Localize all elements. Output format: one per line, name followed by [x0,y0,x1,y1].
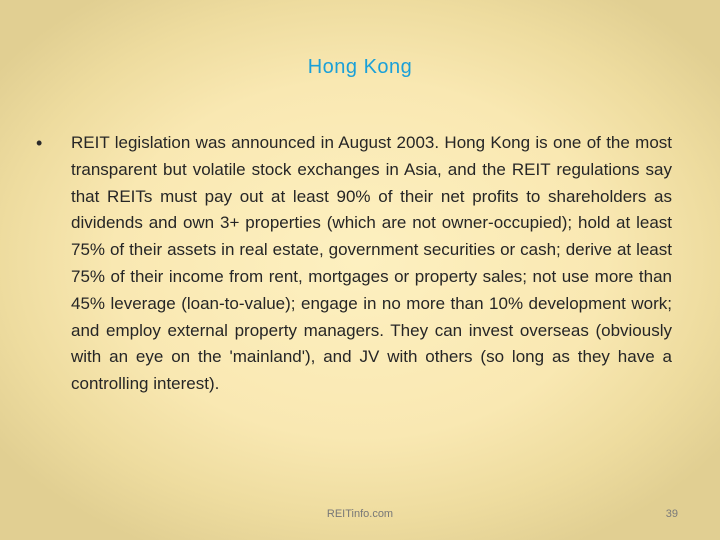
page-number: 39 [665,508,678,520]
bullet-icon: • [36,133,43,153]
slide-title: Hong Kong [307,56,413,78]
footer-source: REITinfo.com [326,508,394,520]
bullet-list [36,130,676,398]
bullet-text: REIT legislation was announced in August 2003. Hong Kong is one of the most transparent but volatile stock exchanges in Asia, and the REIT regulations say that REITs must pay out at least 90% of their net profits to shareholders as dividends and own 3+ properties (which are not owner-occupied); hold at least 75% of their assets in real estate, government securities or cash; derive at least 75% of their income from rent, mortgages or property sales; not use more than 45% leverage (loan-to-value); engage in no more than 10% development work; and employ external property managers. They can invest overseas (obviously with an eye on the 'mainland'), and JV with others (so long as they have a controlling interest). [71,133,672,394]
